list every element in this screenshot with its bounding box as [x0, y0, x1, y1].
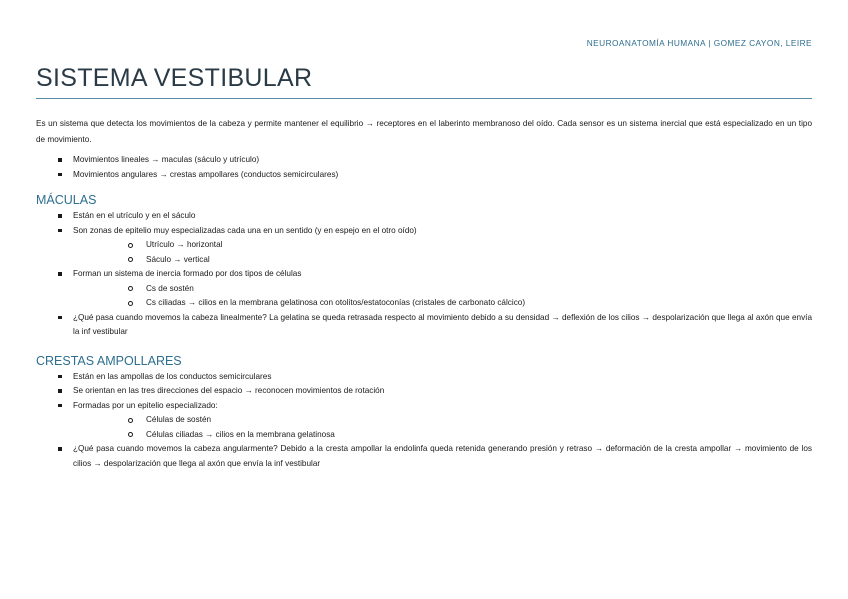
sub-list-item: Cs de sostén [73, 282, 812, 297]
list-item: Movimientos angulares → crestas ampollares (conductos semicirculares) [36, 168, 812, 183]
sub-list [73, 282, 812, 311]
document-body [36, 116, 812, 471]
movement-types-list [36, 153, 812, 182]
page-title: SISTEMA VESTIBULAR [36, 64, 313, 92]
section-heading-crestas: CRESTAS AMPOLLARES [36, 353, 182, 368]
list-item [36, 442, 812, 471]
sub-list-item: Utrículo → horizontal [73, 238, 812, 253]
list-item-text: ¿Qué pasa cuando movemos la cabeza angularmente? Debido a la cresta ampollar la endolinfa queda retenida generando presión y retraso → deformación de la cresta ampollar → movimiento de los cilios → despolarización que llega al axón que envía la inf vestibular [73, 444, 812, 468]
list-item-text: Formadas por un epitelio especializado: [73, 400, 218, 410]
list-item [36, 209, 812, 224]
list-item-text: Se orientan en las tres direcciones del espacio → reconocen movimientos de rotación [73, 386, 385, 395]
list-item [36, 370, 812, 385]
sub-list-item: Células de sostén [73, 413, 812, 428]
sub-list [73, 413, 812, 442]
list-item-text: Son zonas de epitelio muy especializadas cada una en un sentido (y en espejo en el otro oído) [73, 225, 417, 235]
running-header: NEUROANATOMÍA HUMANA | GOMEZ CAYON, LEIRE [586, 38, 812, 48]
sub-list-item: Células ciliadas → cilios en la membrana gelatinosa [73, 428, 812, 443]
crestas-list [36, 370, 812, 472]
list-item [36, 267, 812, 311]
maculas-list [36, 209, 812, 340]
list-item [36, 311, 812, 340]
list-item: Movimientos lineales → maculas (sáculo y utrículo) [36, 153, 812, 168]
sub-list-item: Sáculo → vertical [73, 253, 812, 268]
list-item-text: ¿Qué pasa cuando movemos la cabeza linealmente? La gelatina se queda retrasada respecto al movimiento debido a su densidad → deflexión de los cilios → despolarización que llega al axón que envía la inf vestibular [73, 312, 812, 336]
list-item-text: Forman un sistema de inercia formado por dos tipos de células [73, 269, 302, 278]
title-divider [36, 98, 812, 99]
list-item [36, 384, 812, 399]
list-item [36, 224, 812, 268]
list-item [36, 399, 812, 443]
intro-paragraph: Es un sistema que detecta los movimientos de la cabeza y permite mantener el equilibrio → receptores en el laberinto membranoso del oído. Cada sensor es un sistema inercial que está especializado en un tipo de movimiento. [36, 119, 812, 144]
list-item-text: Están en las ampollas de los conductos semicirculares [73, 371, 272, 381]
sub-list-item: Cs ciliadas → cilios en la membrana gelatinosa con otolitos/estatoconías (cristales de carbonato cálcico) [73, 296, 812, 311]
sub-list [73, 238, 812, 267]
list-item-text: Están en el utrículo y en el sáculo [73, 211, 196, 220]
section-heading-maculas: MÁCULAS [36, 193, 97, 207]
